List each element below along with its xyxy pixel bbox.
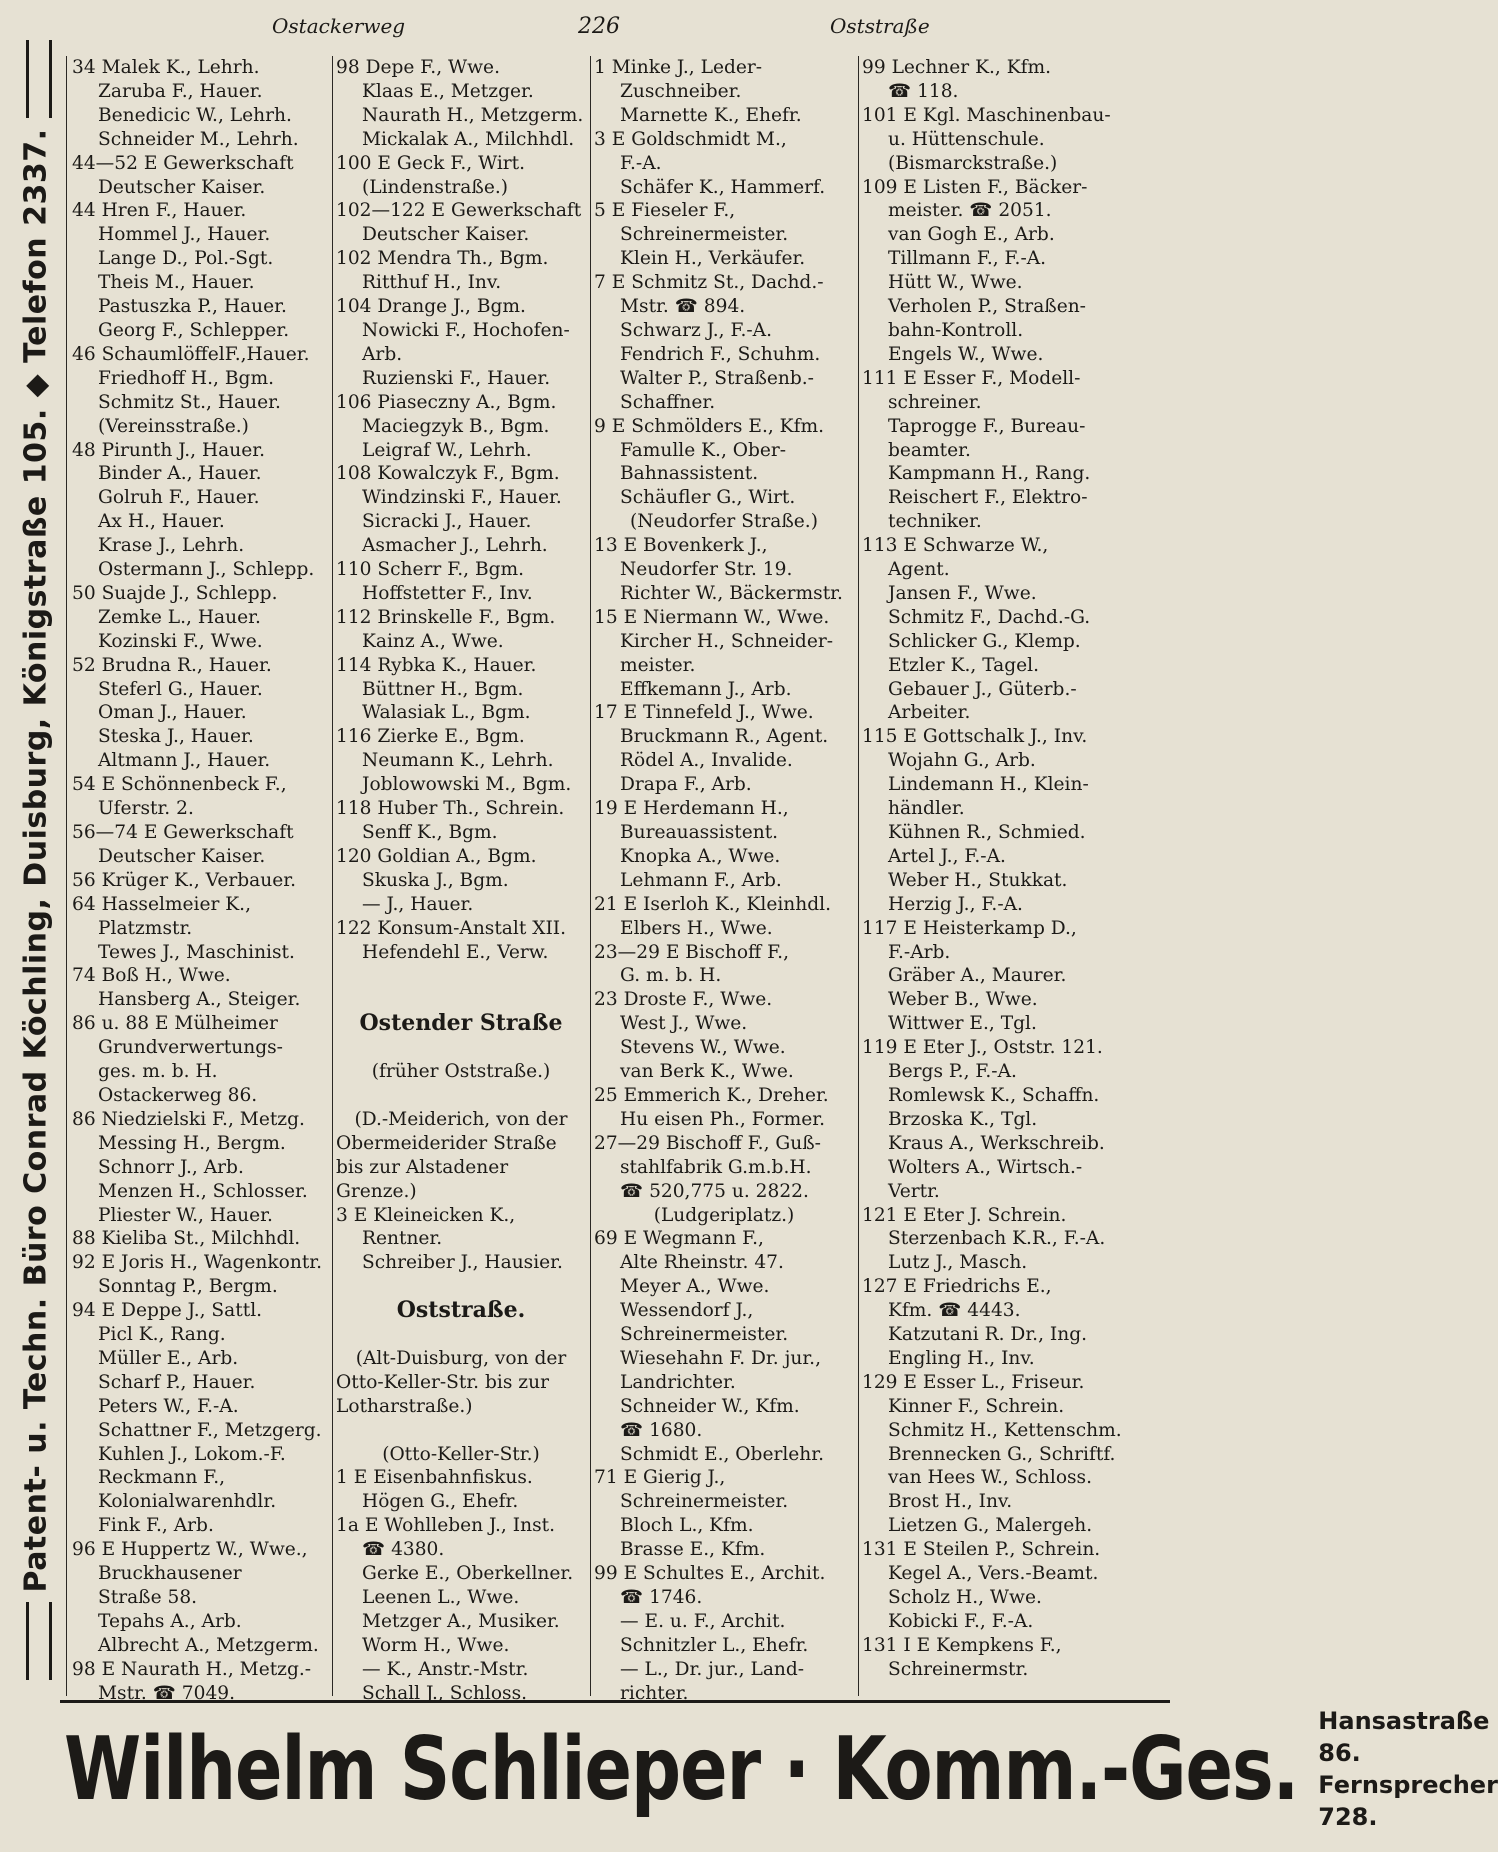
directory-entry: 119 E Eter J., Oststr. 121. bbox=[862, 1037, 1103, 1059]
directory-entry: Lehmann F., Arb. bbox=[620, 869, 782, 891]
directory-entry: Metzger A., Musiker. bbox=[362, 1610, 560, 1632]
directory-entry: 101 E Kgl. Maschinenbau- bbox=[862, 104, 1111, 126]
directory-entry: Schneider M., Lehrh. bbox=[98, 128, 299, 150]
directory-entry: meister. bbox=[620, 654, 696, 676]
directory-entry: 71 E Gierig J., bbox=[594, 1467, 726, 1489]
directory-entry: Zemke L., Hauer. bbox=[98, 606, 261, 628]
directory-entry: Etzler K., Tagel. bbox=[888, 654, 1040, 676]
directory-entry: Skuska J., Bgm. bbox=[362, 869, 509, 891]
directory-entry: van Gogh E., Arb. bbox=[888, 224, 1055, 246]
directory-entry: (Neudorfer Straße.) bbox=[630, 511, 818, 533]
directory-entry: schreiner. bbox=[888, 391, 982, 413]
directory-entry: 117 E Heisterkamp D., bbox=[862, 917, 1077, 939]
directory-entry: 131 E Steilen P., Schrein. bbox=[862, 1539, 1101, 1561]
directory-entry: 129 E Esser L., Friseur. bbox=[862, 1371, 1085, 1393]
directory-entry: beamter. bbox=[888, 439, 971, 461]
directory-entry: Gerke E., Oberkellner. bbox=[362, 1563, 574, 1585]
directory-entry: Mstr. ☎ 7049. bbox=[98, 1682, 236, 1704]
directory-entry: 102 Mendra Th., Bgm. bbox=[336, 248, 549, 270]
directory-entry: — J., Hauer. bbox=[362, 893, 474, 915]
directory-entry: Alte Rheinstr. 47. bbox=[620, 1252, 784, 1274]
directory-entry: 88 Kieliba St., Milchhdl. bbox=[72, 1228, 301, 1250]
directory-entry: Katzutani R. Dr., Ing. bbox=[888, 1324, 1088, 1346]
directory-entry: Altmann J., Hauer. bbox=[98, 750, 271, 772]
directory-entry bbox=[336, 1419, 586, 1443]
directory-entry: Schaffner. bbox=[620, 391, 716, 413]
directory-entry: Rödel A., Invalide. bbox=[620, 750, 793, 772]
bottom-ad-contact bbox=[1318, 1705, 1498, 1833]
directory-entry: 27—29 Bischoff F., Guß- bbox=[594, 1132, 821, 1154]
directory-entry: bis zur Alstadener bbox=[336, 1156, 509, 1178]
directory-entry: Oman J., Hauer. bbox=[98, 702, 247, 724]
directory-entry: Artel J., F.-A. bbox=[888, 845, 1006, 867]
directory-entry: Obermeiderider Straße bbox=[336, 1132, 557, 1154]
directory-entry: Knopka A., Wwe. bbox=[620, 845, 781, 867]
directory-entry: Asmacher J., Lehrh. bbox=[362, 535, 548, 557]
directory-entry: 104 Drange J., Bgm. bbox=[336, 296, 526, 318]
directory-entry: Jansen F., Wwe. bbox=[888, 582, 1037, 604]
directory-entry: Leenen L., Wwe. bbox=[362, 1587, 520, 1608]
directory-entry: 1 Minke J., Leder- bbox=[594, 57, 763, 78]
directory-entry: Ritthuf H., Inv. bbox=[362, 272, 502, 294]
directory-entry: (D.-Meiderich, von der bbox=[354, 1108, 568, 1130]
directory-entry: Picl K., Rang. bbox=[98, 1324, 226, 1346]
directory-entry: Verholen P., Straßen- bbox=[888, 296, 1086, 318]
directory-entry: 110 Scherr F., Bgm. bbox=[336, 559, 525, 581]
directory-entry: Fendrich F., Schuhm. bbox=[620, 343, 821, 365]
directory-entry: Schäfer K., Hammerf. bbox=[620, 176, 826, 198]
directory-entry: F.-A. bbox=[620, 152, 662, 174]
directory-entry: Sterzenbach K.R., F.-A. bbox=[888, 1228, 1106, 1250]
directory-entry: u. Hüttenschule. bbox=[888, 128, 1045, 150]
directory-entry: 34 Malek K., Lehrh. bbox=[72, 57, 260, 78]
directory-entry: bahn-Kontroll. bbox=[888, 319, 1024, 341]
directory-entry: 120 Goldian A., Bgm. bbox=[336, 845, 537, 867]
directory-entry: 52 Brudna R., Hauer. bbox=[72, 654, 272, 676]
directory-entry: Kühnen R., Schmied. bbox=[888, 822, 1086, 843]
directory-entry: Senff K., Bgm. bbox=[362, 822, 498, 843]
directory-entry: Stevens W., Wwe. bbox=[620, 1037, 786, 1059]
column-divider bbox=[858, 56, 859, 1696]
directory-entry: Mickalak A., Milchhdl. bbox=[362, 128, 575, 150]
directory-entry: Schreinermeister. bbox=[620, 1324, 789, 1346]
directory-entry: Romlewsk K., Schaffn. bbox=[888, 1084, 1100, 1106]
directory-entry: Wittwer E., Tgl. bbox=[888, 1013, 1037, 1035]
directory-entry: Deutscher Kaiser. bbox=[98, 176, 266, 198]
directory-entry: Herzig J., F.-A. bbox=[888, 893, 1023, 915]
directory-entry: Schneider W., Kfm. bbox=[620, 1395, 800, 1417]
directory-entry: 118 Huber Th., Schrein. bbox=[336, 798, 565, 820]
directory-entry: Tepahs A., Arb. bbox=[98, 1610, 242, 1632]
directory-entry: Ostackerweg 86. bbox=[98, 1084, 258, 1106]
directory-entry: 102—122 E Gewerkschaft bbox=[336, 200, 582, 222]
directory-entry: 5 E Fieseler F., bbox=[594, 200, 736, 222]
directory-entry: Worm H., Wwe. bbox=[362, 1634, 510, 1656]
directory-entry: Marnette K., Ehefr. bbox=[620, 104, 802, 126]
directory-entry: — L., Dr. jur., Land- bbox=[620, 1658, 805, 1680]
directory-entry: Drapa F., Arb. bbox=[620, 774, 752, 796]
directory-entry: Ax H., Hauer. bbox=[98, 511, 225, 533]
directory-entry: (Vereinsstraße.) bbox=[98, 415, 249, 437]
directory-entry: händler. bbox=[888, 798, 965, 820]
directory-entry: Kircher H., Schneider- bbox=[620, 630, 833, 652]
directory-entry: (früher Oststraße.) bbox=[371, 1061, 551, 1083]
directory-entry: Neudorfer Str. 19. bbox=[620, 559, 793, 581]
directory-entry: richter. bbox=[620, 1682, 689, 1704]
directory-entry: 99 E Schultes E., Archit. bbox=[594, 1563, 826, 1585]
directory-entry: 17 E Tinnefeld J., Wwe. bbox=[594, 702, 814, 724]
directory-entry: 116 Zierke E., Bgm. bbox=[336, 726, 525, 748]
directory-entry: Kinner F., Schrein. bbox=[888, 1395, 1065, 1417]
directory-entry: 98 Depe F., Wwe. bbox=[336, 57, 500, 78]
directory-entry bbox=[336, 1036, 586, 1060]
directory-entry: Schattner F., Metzgerg. bbox=[98, 1419, 322, 1441]
directory-entry: Weber H., Stukkat. bbox=[888, 869, 1068, 891]
directory-entry: Scholz H., Wwe. bbox=[888, 1587, 1042, 1608]
directory-entry: 50 Suajde J., Schlepp. bbox=[72, 582, 278, 604]
directory-entry: stahlfabrik G.m.b.H. bbox=[620, 1156, 812, 1178]
directory-entry: Tillmann F., F.-A. bbox=[888, 248, 1047, 270]
directory-entry: 54 E Schönnenbeck F., bbox=[72, 774, 287, 796]
directory-entry: Hansberg A., Steiger. bbox=[98, 989, 301, 1011]
directory-entry: West J., Wwe. bbox=[620, 1013, 748, 1035]
directory-entry: Friedhoff H., Bgm. bbox=[98, 367, 274, 389]
bottom-advertisement bbox=[64, 1704, 1498, 1834]
directory-entry: 1a E Wohlleben J., Inst. bbox=[336, 1515, 556, 1537]
directory-entry: 19 E Herdemann H., bbox=[594, 798, 789, 820]
bottom-ad-company: Wilhelm Schlieper · Komm.-Ges. bbox=[64, 1717, 1299, 1821]
directory-entry: 98 E Naurath H., Metzg.- bbox=[72, 1658, 312, 1680]
header-left-street: Ostackerweg bbox=[272, 14, 406, 38]
directory-entry: Arbeiter. bbox=[888, 702, 971, 724]
directory-entry: 13 E Bovenkerk J., bbox=[594, 535, 768, 557]
directory-entry bbox=[336, 1084, 586, 1108]
directory-entry: 113 E Schwarze W., bbox=[862, 535, 1049, 557]
directory-entry: Lutz J., Masch. bbox=[888, 1252, 1028, 1274]
side-rule-bottom bbox=[26, 1602, 52, 1680]
directory-entry: Grenze.) bbox=[336, 1180, 417, 1202]
directory-entry: 48 Pirunth J., Hauer. bbox=[72, 439, 265, 461]
directory-entry: (Otto-Keller-Str.) bbox=[382, 1443, 540, 1465]
directory-entry: Hefendehl E., Verw. bbox=[362, 941, 549, 963]
column-3 bbox=[594, 56, 854, 1704]
directory-entry: 86 u. 88 E Mülheimer bbox=[72, 1013, 278, 1035]
directory-entry: — E. u. F., Archit. bbox=[620, 1610, 786, 1632]
directory-entry: Schmitz H., Kettenschm. bbox=[888, 1419, 1122, 1441]
directory-entry: Lietzen G., Malergeh. bbox=[888, 1515, 1093, 1537]
directory-entry: Steska J., Hauer. bbox=[98, 726, 254, 748]
directory-entry: Bruckhausener bbox=[98, 1563, 242, 1585]
directory-entry: — K., Anstr.-Mstr. bbox=[362, 1658, 529, 1680]
directory-entry: Schreinermeister. bbox=[620, 1491, 789, 1513]
directory-entry: F.-Arb. bbox=[888, 941, 951, 963]
directory-entry: Steferl G., Hauer. bbox=[98, 678, 263, 700]
directory-entry: Pastuszka P., Hauer. bbox=[98, 296, 287, 318]
directory-entry: Wiesehahn F. Dr. jur., bbox=[620, 1347, 822, 1369]
directory-entry: Bruckmann R., Agent. bbox=[620, 726, 829, 748]
directory-entry: 15 E Niermann W., Wwe. bbox=[594, 606, 830, 628]
directory-entry: Albrecht A., Metzgerm. bbox=[98, 1634, 319, 1656]
directory-entry: Scharf P., Hauer. bbox=[98, 1371, 256, 1393]
directory-entry: 114 Rybka K., Hauer. bbox=[336, 654, 537, 676]
directory-entry: (Alt-Duisburg, von der bbox=[355, 1347, 567, 1369]
directory-entry: Bergs P., F.-A. bbox=[888, 1061, 1017, 1083]
directory-entry: 96 E Huppertz W., Wwe., bbox=[72, 1539, 308, 1561]
directory-entry: Engels W., Wwe. bbox=[888, 343, 1044, 365]
directory-entry: 3 E Kleineicken K., bbox=[336, 1204, 516, 1226]
directory-entry: 69 E Wegmann F., bbox=[594, 1228, 764, 1250]
directory-entry: Bahnassistent. bbox=[620, 463, 759, 485]
directory-entry: Joblowowski M., Bgm. bbox=[362, 774, 572, 796]
directory-entry: Menzen H., Schlosser. bbox=[98, 1180, 308, 1202]
directory-entry: G. m. b. H. bbox=[620, 965, 722, 987]
directory-entry: ☎ 4380. bbox=[362, 1539, 445, 1561]
page-number: 226 bbox=[578, 14, 620, 39]
directory-entry: Brzoska K., Tgl. bbox=[888, 1108, 1038, 1130]
directory-entry: Grundverwertungs- bbox=[98, 1037, 283, 1059]
directory-entry: Fink F., Arb. bbox=[98, 1515, 214, 1537]
directory-entry: Pliester W., Hauer. bbox=[98, 1204, 273, 1226]
directory-entry: Windzinski F., Hauer. bbox=[362, 487, 562, 509]
directory-entry: Schall J., Schloss. bbox=[362, 1682, 528, 1704]
directory-entry: Georg F., Schlepper. bbox=[98, 319, 290, 341]
directory-entry: Hommel J., Hauer. bbox=[98, 224, 271, 246]
directory-entry: Bureauassistent. bbox=[620, 822, 779, 843]
directory-entry: (Bismarckstraße.) bbox=[888, 152, 1058, 174]
directory-entry: Deutscher Kaiser. bbox=[362, 224, 530, 246]
side-ad-text: Patent- u. Techn. Büro Conrad Köchling, Duisburg, Königstraße 105. ◆ Telefon 2337. bbox=[18, 128, 54, 1592]
directory-entry: van Hees W., Schloss. bbox=[888, 1467, 1093, 1489]
directory-entry: 74 Boß H., Wwe. bbox=[72, 965, 231, 987]
directory-entry: Sonntag P., Bergm. bbox=[98, 1276, 278, 1298]
directory-entry: Binder A., Hauer. bbox=[98, 463, 262, 485]
directory-entry: Kfm. ☎ 4443. bbox=[888, 1300, 1021, 1322]
directory-entry: Messing H., Bergm. bbox=[98, 1132, 286, 1154]
bottom-ad-rule bbox=[60, 1700, 1170, 1703]
directory-entry bbox=[336, 988, 586, 1012]
directory-entry: Platzmstr. bbox=[98, 917, 193, 939]
bottom-ad-phone: Fernsprecher 728. bbox=[1318, 1771, 1498, 1831]
directory-entry: 3 E Goldschmidt M., bbox=[594, 128, 787, 150]
directory-entry: Schnitzler L., Ehefr. bbox=[620, 1634, 809, 1656]
directory-entry: Lotharstraße.) bbox=[336, 1395, 473, 1417]
directory-entry: Wojahn G., Arb. bbox=[888, 750, 1036, 772]
directory-entry: Kraus A., Werkschreib. bbox=[888, 1132, 1105, 1154]
directory-entry: Schnorr J., Arb. bbox=[98, 1156, 244, 1178]
directory-entry: Gebauer J., Güterb.- bbox=[888, 678, 1077, 700]
directory-entry: Zaruba F., Hauer. bbox=[98, 80, 263, 102]
directory-entry: 9 E Schmölders E., Kfm. bbox=[594, 415, 824, 437]
side-rule-top bbox=[26, 40, 52, 118]
directory-entry: 131 I E Kempkens F., bbox=[862, 1634, 1062, 1656]
directory-entry: meister. ☎ 2051. bbox=[888, 200, 1052, 222]
directory-entry: (Ludgeriplatz.) bbox=[653, 1204, 795, 1226]
directory-entry: Högen G., Ehefr. bbox=[362, 1491, 519, 1513]
directory-entry: Kainz A., Wwe. bbox=[362, 630, 504, 652]
directory-entry: 56 Krüger K., Verbauer. bbox=[72, 869, 296, 891]
directory-entry: Landrichter. bbox=[620, 1371, 736, 1393]
directory-entry: ges. m. b. H. bbox=[98, 1061, 218, 1083]
directory-entry: Arb. bbox=[362, 343, 403, 365]
directory-entry: 56—74 E Gewerkschaft bbox=[72, 822, 294, 843]
directory-entry: Schwarz J., F.-A. bbox=[620, 319, 772, 341]
directory-entry: Wessendorf J., bbox=[620, 1300, 754, 1322]
directory-entry: Walter P., Straßenb.- bbox=[620, 367, 814, 389]
directory-entry: Reischert F., Elektro- bbox=[888, 487, 1088, 509]
directory-entry: 100 E Geck F., Wirt. bbox=[336, 152, 526, 174]
directory-entry: Elbers H., Wwe. bbox=[620, 917, 773, 939]
directory-entry: Schäufler G., Wirt. bbox=[620, 487, 796, 509]
directory-entry: 111 E Esser F., Modell- bbox=[862, 367, 1081, 389]
directory-entry: Oststraße. bbox=[396, 1297, 526, 1324]
directory-entry: 109 E Listen F., Bäcker- bbox=[862, 176, 1088, 198]
directory-entry: Straße 58. bbox=[98, 1587, 198, 1608]
directory-entry: 121 E Eter J. Schrein. bbox=[862, 1204, 1067, 1226]
column-2 bbox=[336, 56, 586, 1704]
directory-entry: Nowicki F., Hochofen- bbox=[362, 319, 570, 341]
directory-entry: 46 SchaumlöffelF.,Hauer. bbox=[72, 343, 310, 365]
directory-entry: Kampmann H., Rang. bbox=[888, 463, 1091, 485]
bottom-ad-address: Hansastraße 86. bbox=[1318, 1707, 1490, 1767]
directory-entry: 112 Brinskelle F., Bgm. bbox=[336, 606, 556, 628]
directory-entry: 23—29 E Bischoff F., bbox=[594, 941, 789, 963]
directory-entry: Schlicker G., Klemp. bbox=[888, 630, 1081, 652]
directory-entry: 1 E Eisenbahnfiskus. bbox=[336, 1467, 533, 1489]
directory-entry: 64 Hasselmeier K., bbox=[72, 893, 252, 915]
directory-entry: Vertr. bbox=[888, 1180, 940, 1202]
directory-entry: ☎ 118. bbox=[888, 80, 959, 102]
directory-entry: Schmidt E., Oberlehr. bbox=[620, 1443, 825, 1465]
directory-entry: 92 E Joris H., Wagenkontr. bbox=[72, 1252, 323, 1274]
directory-entry: Brasse E., Kfm. bbox=[620, 1539, 766, 1561]
directory-entry: 94 E Deppe J., Sattl. bbox=[72, 1300, 263, 1322]
directory-entry: Zuschneiber. bbox=[620, 80, 742, 102]
directory-entry: Schmitz F., Dachd.-G. bbox=[888, 606, 1091, 628]
directory-entry: Effkemann J., Arb. bbox=[620, 678, 792, 700]
directory-entry: Krase J., Lehrh. bbox=[98, 535, 245, 557]
directory-entry: Schmitz St., Hauer. bbox=[98, 391, 281, 413]
directory-entry: Deutscher Kaiser. bbox=[98, 845, 266, 867]
directory-entry: 25 Emmerich K., Dreher. bbox=[594, 1084, 829, 1106]
directory-entry: Uferstr. 2. bbox=[98, 798, 194, 820]
directory-entry: Theis M., Hauer. bbox=[98, 272, 255, 294]
directory-entry: Ostender Straße bbox=[359, 1010, 563, 1037]
directory-entry: Agent. bbox=[888, 559, 950, 581]
directory-entry: Hütt W., Wwe. bbox=[888, 272, 1023, 294]
directory-entry: techniker. bbox=[888, 511, 982, 533]
directory-entry: Golruh F., Hauer. bbox=[98, 487, 260, 509]
directory-entry: Klein H., Verkäufer. bbox=[620, 248, 806, 270]
directory-entry: Benedicic W., Lehrh. bbox=[98, 104, 292, 126]
directory-entry: 7 E Schmitz St., Dachd.- bbox=[594, 272, 824, 294]
directory-entry: 44 Hren F., Hauer. bbox=[72, 200, 247, 222]
directory-entry: Schreinermeister. bbox=[620, 224, 789, 246]
directory-entry: Wolters A., Wirtsch.- bbox=[888, 1156, 1083, 1178]
directory-entry bbox=[336, 1275, 586, 1299]
directory-entry: Hoffstetter F., Inv. bbox=[362, 582, 533, 604]
directory-entry: 21 E Iserloh K., Kleinhdl. bbox=[594, 893, 831, 915]
directory-entry: 122 Konsum-Anstalt XII. bbox=[336, 917, 567, 939]
directory-entry: 115 E Gottschalk J., Inv. bbox=[862, 726, 1088, 748]
directory-entry: Lindemann H., Klein- bbox=[888, 774, 1089, 796]
directory-entry: Klaas E., Metzger. bbox=[362, 80, 534, 102]
directory-entry: Brost H., Inv. bbox=[888, 1491, 1013, 1513]
directory-entry: Weber B., Wwe. bbox=[888, 989, 1038, 1011]
directory-entry: Walasiak L., Bgm. bbox=[362, 702, 531, 724]
directory-entry: Richter W., Bäckermstr. bbox=[620, 582, 843, 604]
directory-entry: Hu eisen Ph., Former. bbox=[620, 1108, 826, 1130]
directory-entry: Ostermann J., Schlepp. bbox=[98, 559, 315, 581]
directory-entry: Meyer A., Wwe. bbox=[620, 1276, 770, 1298]
directory-entry: Ruzienski F., Hauer. bbox=[362, 367, 551, 389]
directory-entry: Naurath H., Metzgerm. bbox=[362, 104, 584, 126]
directory-entry: Schreinermstr. bbox=[888, 1658, 1029, 1680]
directory-entry: 108 Kowalczyk F., Bgm. bbox=[336, 463, 560, 485]
directory-entry: Brennecken G., Schriftf. bbox=[888, 1443, 1116, 1465]
directory-entry: Leigraf W., Lehrh. bbox=[362, 439, 532, 461]
directory-entry: 106 Piaseczny A., Bgm. bbox=[336, 391, 557, 413]
directory-entry: Peters W., F.-A. bbox=[98, 1395, 239, 1417]
directory-entry: Büttner H., Bgm. bbox=[362, 678, 524, 700]
directory-entry: Schreiber J., Hausier. bbox=[362, 1252, 563, 1274]
directory-entry: ☎ 1680. bbox=[620, 1419, 703, 1441]
directory-entry: Mstr. ☎ 894. bbox=[620, 296, 746, 318]
side-advertisement bbox=[14, 40, 58, 1680]
header-right-street: Oststraße bbox=[830, 14, 930, 38]
column-4 bbox=[862, 56, 1168, 1696]
directory-entry bbox=[336, 1323, 586, 1347]
directory-entry: Kolonialwarenhdlr. bbox=[98, 1491, 277, 1513]
directory-entry: 99 Lechner K., Kfm. bbox=[862, 57, 1052, 78]
directory-entry: Lange D., Pol.-Sgt. bbox=[98, 248, 274, 270]
directory-entry: ☎ 1746. bbox=[620, 1587, 703, 1608]
directory-entry: Bloch L., Kfm. bbox=[620, 1515, 754, 1537]
column-divider bbox=[590, 56, 591, 1696]
directory-entry: Maciegzyk B., Bgm. bbox=[362, 415, 550, 437]
directory-entry: 127 E Friedrichs E., bbox=[862, 1276, 1052, 1298]
directory-entry: Tewes J., Maschinist. bbox=[98, 941, 295, 963]
directory-entry: Famulle K., Ober- bbox=[620, 439, 787, 461]
directory-entry: Kozinski F., Wwe. bbox=[98, 630, 263, 652]
column-1 bbox=[72, 56, 334, 1704]
directory-entry: ☎ 520,775 u. 2822. bbox=[620, 1180, 809, 1202]
directory-entry: Müller E., Arb. bbox=[98, 1347, 239, 1369]
directory-entry: Sicracki J., Hauer. bbox=[362, 511, 532, 533]
directory-entry: Kobicki F., F.-A. bbox=[888, 1610, 1034, 1632]
directory-entry: Gräber A., Maurer. bbox=[888, 965, 1067, 987]
directory-entry: Reckmann F., bbox=[98, 1467, 226, 1489]
directory-entry: van Berk K., Wwe. bbox=[620, 1061, 794, 1083]
directory-entry: (Lindenstraße.) bbox=[362, 176, 508, 198]
directory-entry bbox=[336, 964, 586, 988]
directory-entry: Neumann K., Lehrh. bbox=[362, 750, 554, 772]
directory-entry: 44—52 E Gewerkschaft bbox=[72, 152, 294, 174]
directory-entry: 23 Droste F., Wwe. bbox=[594, 989, 773, 1011]
directory-entry: Otto-Keller-Str. bis zur bbox=[336, 1371, 549, 1393]
directory-entry: Rentner. bbox=[362, 1228, 443, 1250]
directory-entry: 86 Niedzielski F., Metzg. bbox=[72, 1108, 305, 1130]
directory-entry: Kegel A., Vers.-Beamt. bbox=[888, 1563, 1099, 1585]
directory-entry: Engling H., Inv. bbox=[888, 1347, 1035, 1369]
column-divider bbox=[66, 56, 67, 1696]
directory-entry: Taprogge F., Bureau- bbox=[888, 415, 1086, 437]
directory-entry: Kuhlen J., Lokom.-F. bbox=[98, 1443, 286, 1465]
